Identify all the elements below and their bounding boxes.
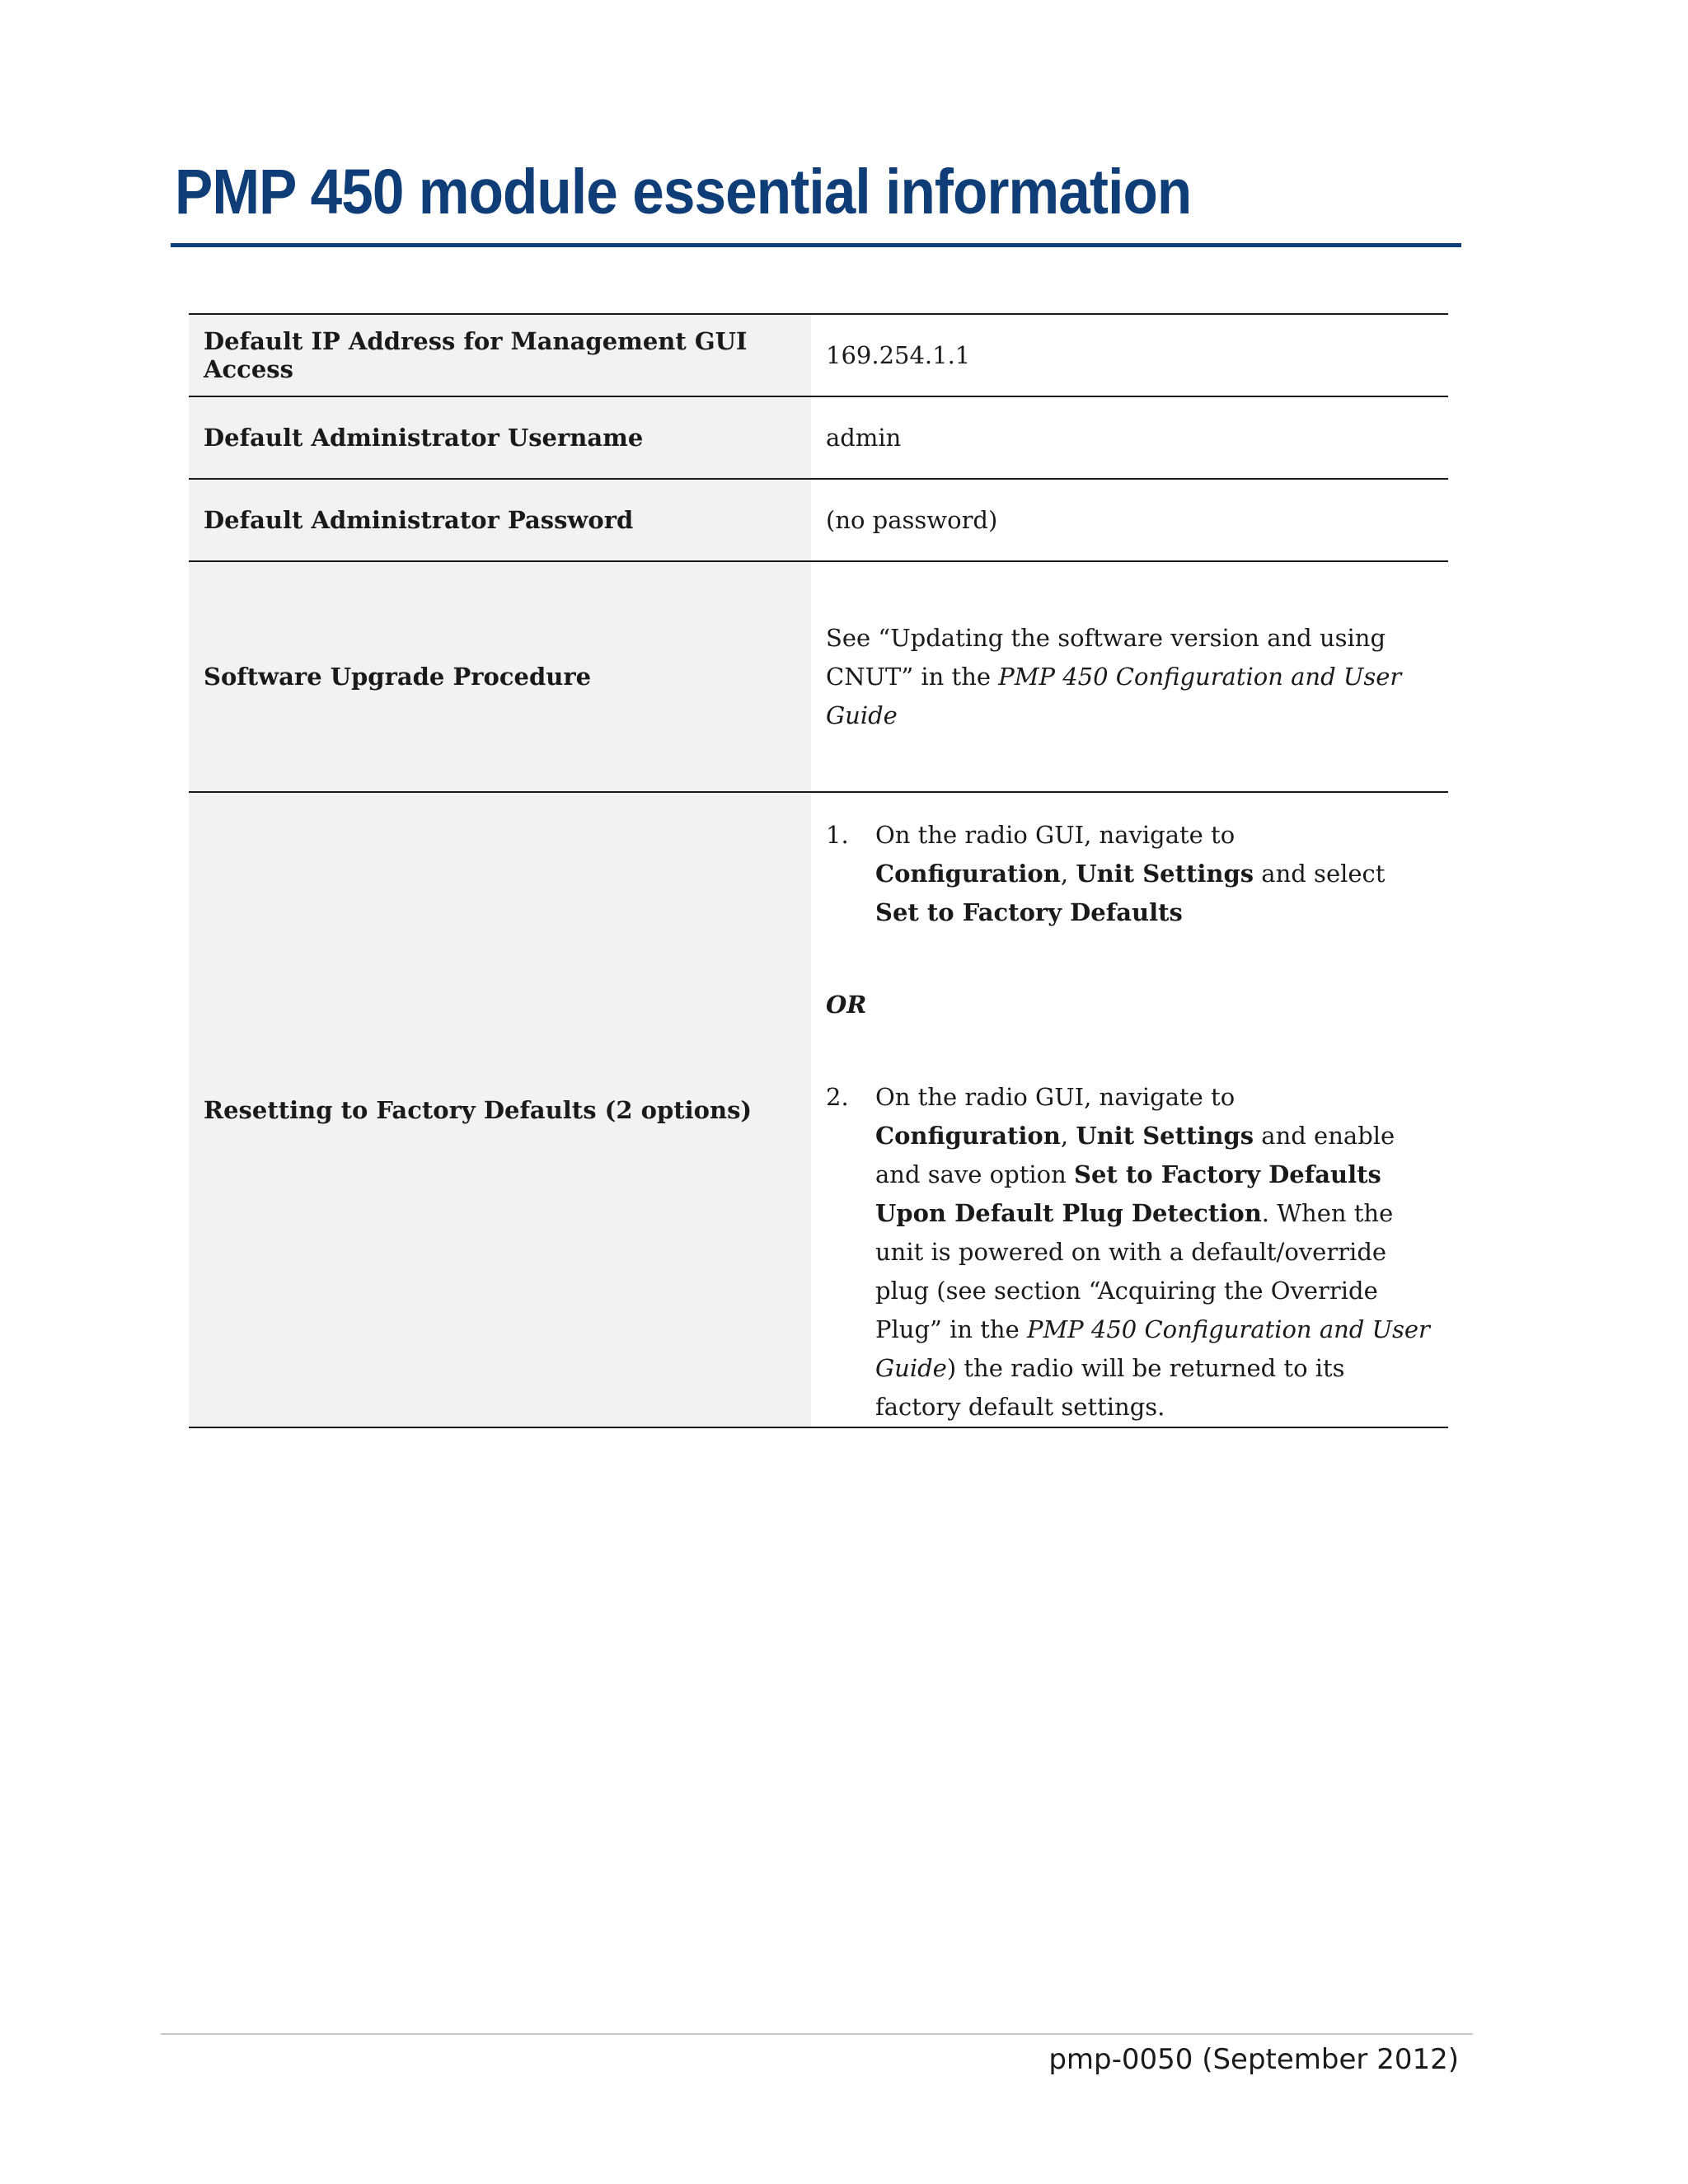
upgrade-value <box>811 561 1448 792</box>
menu-configuration: Configuration <box>875 1122 1061 1150</box>
row-value: (no password) <box>811 479 1448 561</box>
step-text <box>875 816 1433 932</box>
table-row <box>189 479 1448 561</box>
row-value: admin <box>811 396 1448 479</box>
row-label: Default IP Address for Management GUI Access <box>189 314 811 396</box>
menu-configuration: Configuration <box>875 860 1061 888</box>
title-rule <box>171 243 1461 247</box>
guide-title: PMP 450 Configuration and User Guide <box>826 662 1402 729</box>
reset-step-2 <box>826 1078 1433 1427</box>
table-row-upgrade <box>189 561 1448 792</box>
row-label: Resetting to Factory Defaults (2 options) <box>189 792 811 1427</box>
step-text-part: , <box>1060 1122 1076 1150</box>
step-text-part: On the radio GUI, navigate to <box>875 821 1236 849</box>
table-row-reset <box>189 792 1448 1427</box>
row-label: Default Administrator Password <box>189 479 811 561</box>
footer-rule <box>161 2033 1473 2035</box>
menu-unit-settings: Unit Settings <box>1076 860 1254 888</box>
step-number: 2. <box>826 1083 849 1111</box>
table-row <box>189 314 1448 396</box>
or-separator: OR <box>826 991 867 1019</box>
row-label: Software Upgrade Procedure <box>189 561 811 792</box>
upgrade-text: See “Updating the software version and using CNUT” in the <box>826 623 1386 691</box>
row-label: Default Administrator Username <box>189 396 811 479</box>
step-text-part: ) the radio will be returned to its factory default settings. <box>875 1354 1345 1421</box>
step-text <box>875 1078 1433 1427</box>
step-text-part: . When the unit is powered on with a default/override plug (see section “Acquiring the Override Plug” in the <box>875 1199 1394 1343</box>
guide-title: PMP 450 Configuration and User Guide <box>875 1315 1430 1382</box>
table-row <box>189 396 1448 479</box>
step-text-part: and select <box>1254 860 1386 888</box>
option-set-factory-defaults: Set to Factory Defaults <box>875 898 1183 926</box>
step-text-part: , <box>1060 860 1076 888</box>
step-number: 1. <box>826 821 849 849</box>
step-text-part: On the radio GUI, navigate to <box>875 1083 1236 1111</box>
footer-doc-ref: pmp-0050 (September 2012) <box>1048 2043 1459 2076</box>
step-text-part: and enable and save option <box>875 1122 1395 1188</box>
option-factory-defaults-plug: Set to Factory Defaults Upon Default Plug Detection <box>875 1160 1381 1227</box>
row-value: 169.254.1.1 <box>811 314 1448 396</box>
page-title: PMP 450 module essential information <box>175 157 1192 227</box>
reset-step-1 <box>826 816 1433 932</box>
reset-value <box>811 792 1448 1427</box>
menu-unit-settings: Unit Settings <box>1076 1122 1254 1150</box>
essential-info-table <box>189 313 1448 1428</box>
